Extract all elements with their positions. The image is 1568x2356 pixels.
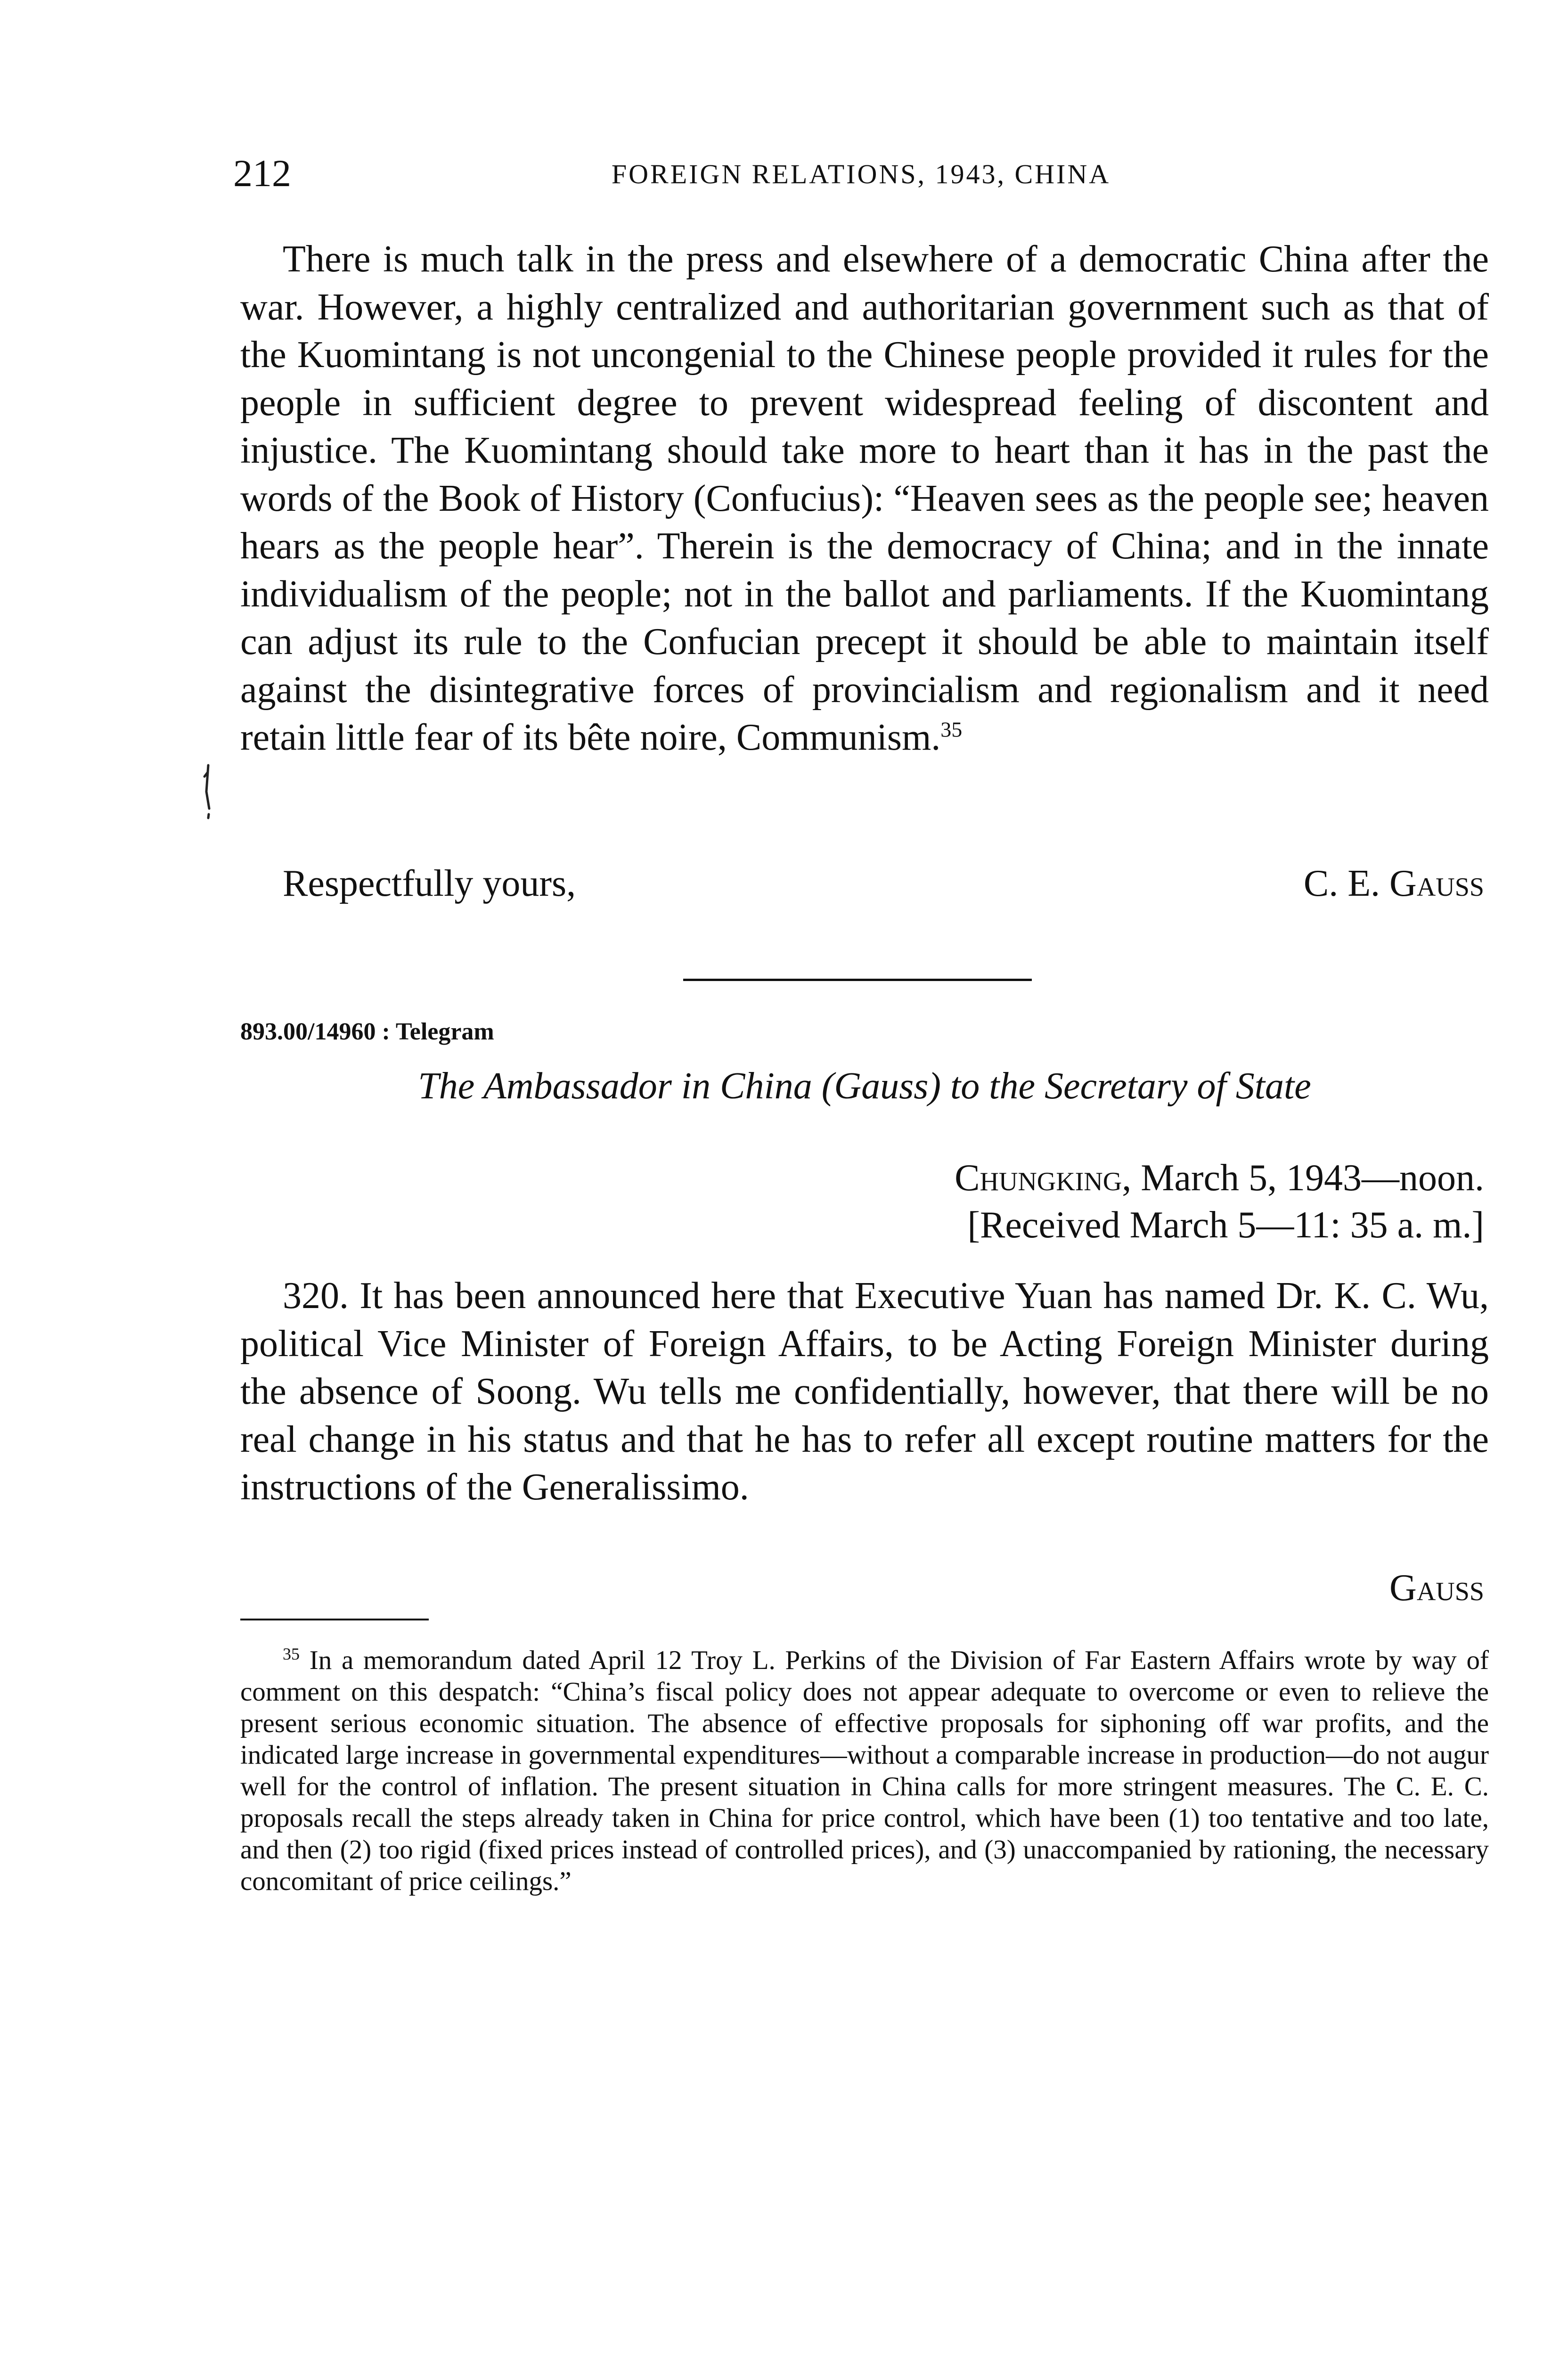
closing-block [240, 860, 1489, 907]
despatch-paragraph-text: There is much talk in the press and elsewhere of a democratic China after the war. However, a highly centralized and authoritarian government such as that of the Kuomintang is not uncongenial to the Chinese people provided it rules for the people in sufficient degree to prevent widespread feeling of discontent and injustice. The Kuomintang should take more to heart than it has in the past the words of the Book of History (Confucius): “Heaven sees as the people see; heaven hears as the people hear”. Therein is the democracy of China; and in the innate individualism of the people; not in the ballot and parliaments. If the Kuomintang can adjust its rule to the Confucian precept it should be able to maintain itself against the disintegrative forces of provincialism and regionalism and it need retain little fear of its bête noire, Communism. [240, 238, 1489, 758]
handwritten-margin-mark [198, 763, 217, 820]
page-header [233, 150, 1489, 202]
signature-gauss-full: C. E. Gauss [1303, 863, 1484, 904]
file-reference: 893.00/14960 : Telegram [240, 1018, 494, 1045]
received-line: [Received March 5—11: 35 a. m.] [967, 1204, 1484, 1246]
footnote [240, 1644, 1489, 1897]
signature-gauss: Gauss [1389, 1567, 1484, 1609]
despatch-paragraph [240, 236, 1489, 762]
running-head: FOREIGN RELATIONS, 1943, CHINA [611, 159, 1111, 189]
telegram-paragraph: 320. It has been announced here that Executive Yuan has named Dr. K. C. Wu, political Vice Minister of Foreign Affairs, to be Acting Foreign Minister during the absence of Soong. Wu tells me confidentially, however, that there will be no real change in his status and that he has to refer all except routine matters for the instructions of the Generalissimo. [240, 1275, 1489, 1508]
dateline-place: Chungking [955, 1157, 1122, 1199]
document-title: The Ambassador in China (Gauss) to the Secretary of State [418, 1065, 1311, 1107]
footnote-text: In a memorandum dated April 12 Troy L. Perkins of the Division of Far Eastern Affairs wrote by way of comment on this despatch: “China’s fiscal policy does not appear adequate to overcome or even to relieve the present serious economic situation. The absence of effective proposals for siphoning off war profits, and the indicated large increase in governmental expenditures—without a comparable increase in production—do not augur well for the control of inflation. The present situation in China calls for more stringent measures. The C. E. C. proposals recall the steps already taken in China for price control, which have been (1) too tentative and too late, and then (2) too rigid (fixed prices instead of controlled prices), and (3) unaccompanied by rationing, the necessary concomitant of price ceilings.” [240, 1645, 1489, 1896]
page-number: 212 [233, 152, 291, 195]
footnote-divider [240, 1619, 429, 1620]
complimentary-close: Respectfully yours, [283, 863, 576, 904]
footnote-number: 35 [283, 1644, 300, 1663]
dateline [240, 1154, 1489, 1249]
section-divider [683, 979, 1032, 981]
footnote-reference: 35 [940, 717, 963, 742]
dateline-date: , March 5, 1943—noon. [1122, 1157, 1484, 1199]
